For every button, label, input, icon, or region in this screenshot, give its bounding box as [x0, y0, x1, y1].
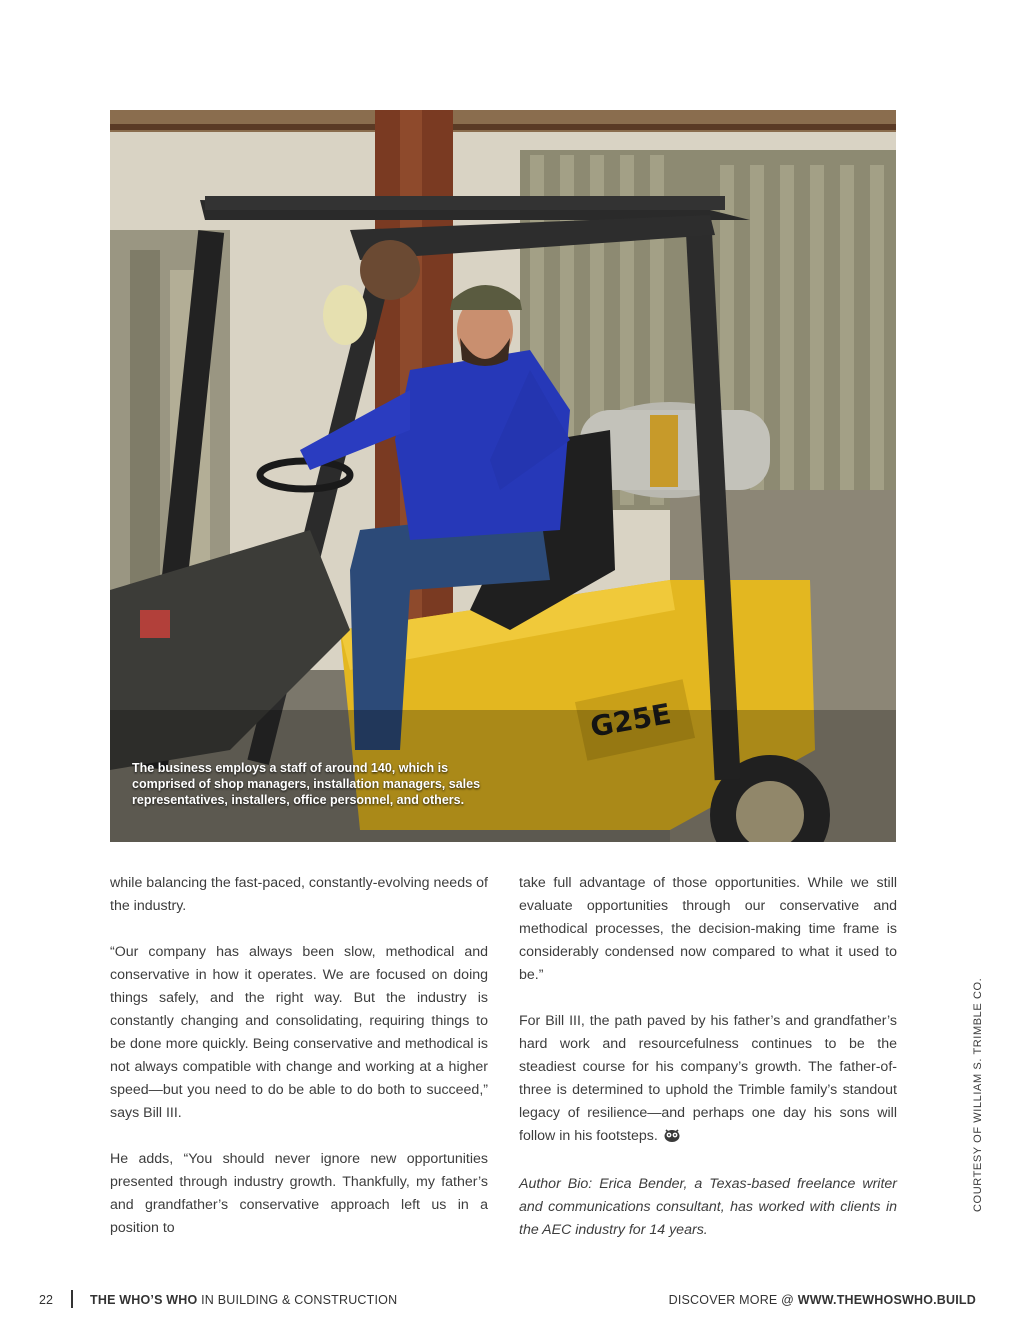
- footer-divider: [71, 1290, 73, 1308]
- paragraph: He adds, “You should never ignore new opportunities presented through industry growth. Thankfully, my father’s and grandfather’s conservative approach left us in a position to: [110, 1151, 488, 1236]
- page-footer: [0, 1288, 1024, 1312]
- discover-url-link[interactable]: WWW.THEWHOSWHO.BUILD: [797, 1293, 976, 1307]
- feature-photo: [110, 110, 896, 842]
- discover-more: [669, 1293, 976, 1307]
- photo-credit: COURTESY OF WILLIAM S. TRIMBLE CO.: [972, 977, 984, 1212]
- magazine-title-bold: THE WHO’S WHO: [90, 1293, 198, 1307]
- photo-caption: The business employs a staff of around 140, which is comprised of shop managers, installation managers, sales representatives, installers, office personnel, and others.: [132, 761, 481, 807]
- magazine-title: [90, 1293, 397, 1307]
- paragraph: “Our company has always been slow, methodical and conservative in how it operates. We are focused on doing things safely, and the right way. But the industry is constantly changing and consolidating, requiring things to be done more quickly. Being conservative and methodical is not always compatible with change and working at a higher speed—but you need to do be able to do both to succeed,” says Bill III.: [110, 944, 488, 1121]
- discover-prefix: DISCOVER MORE @: [668, 1293, 798, 1307]
- paragraph: take full advantage of those opportunities. While we still evaluate opportunities through our conservative and methodical processes, the decision-making time frame is considerably condensed now compared to what it used to be.”: [519, 875, 897, 983]
- forklift-photo-illustration: [110, 110, 896, 842]
- owl-end-mark-icon: [664, 1127, 680, 1150]
- paragraph: For Bill III, the path paved by his father’s and grandfather’s hard work and resourcefulness continues to be the steadiest course for his company’s growth. The father-of-three is determined to uphold the Trimble family’s standout legacy of resilience—and perhaps one day his sons will follow in his footsteps.: [519, 1013, 897, 1144]
- author-bio: Author Bio: Erica Bender, a Texas-based freelance writer and communications consultant, has worked with clients in the AEC industry for 14 years.: [519, 1176, 897, 1238]
- page-number: 22: [39, 1293, 53, 1307]
- paragraph-with-end-mark: [519, 1010, 897, 1150]
- magazine-title-rest: IN BUILDING & CONSTRUCTION: [197, 1293, 398, 1307]
- paragraph: while balancing the fast-paced, constantly-evolving needs of the industry.: [110, 875, 488, 914]
- article-column-left: [110, 872, 488, 1263]
- article-column-right: [519, 872, 897, 1265]
